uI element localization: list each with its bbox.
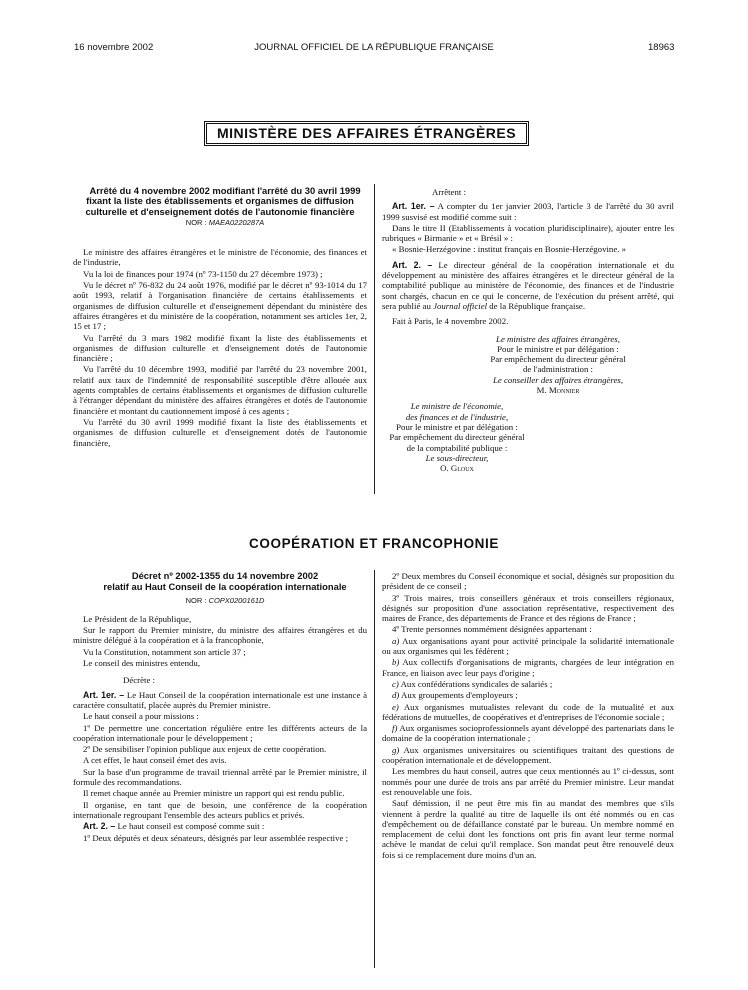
arrete-left-column	[73, 186, 367, 449]
decret-title-line1: Décret nº 2002-1355 du 14 novembre 2002	[131, 570, 319, 581]
decret-intro: Vu la Constitution, notamment son article 37 ;	[83, 646, 246, 657]
decret-article-1-label: Art. 1er. –	[83, 689, 125, 700]
decret-nor	[73, 596, 367, 606]
decret-right-column	[382, 571, 674, 861]
signature-line: Pour le ministre et par délégation :	[396, 421, 518, 432]
composition-item	[382, 679, 674, 689]
item-text: Aux groupements d'employeurs ;	[401, 690, 518, 701]
decret-article-2-paragraph: 1º Deux députés et deux sénateurs, désignés par leur assemblée respective ;	[83, 832, 349, 843]
composition-item	[382, 745, 674, 766]
decret-mission: 1º De permettre une concertation régulière entre les différents acteurs de la coopération internationale pour le développement ;	[73, 722, 367, 743]
arretent-label: Arrêtent :	[432, 187, 466, 197]
composition-paragraph: 4º Trente personnes nommément désignées appartenant :	[392, 624, 592, 635]
arrete-paragraph: Vu l'arrêté du 3 mars 1982 modifié fixant la liste des établissements et organismes de diffusion culturelle et d'enseignement dotés de l'autonomie financière ;	[73, 332, 367, 364]
composition-item	[382, 702, 674, 723]
decret-mission: 2º De sensibiliser l'opinion publique aux enjeux de cette coopération.	[83, 744, 327, 755]
signatory-name: O. Gloux	[440, 463, 474, 474]
decret-left-column	[73, 571, 367, 844]
composition-paragraph: 3º Trois maires, trois conseillers généraux et trois conseillers régionaux, désignés sur proposition d'une association représentative, respectivement des maires de France, des départements de France et des régions de France ;	[382, 592, 674, 624]
signature-block-1	[442, 334, 674, 396]
signature-line: Pour le ministre et par délégation :	[497, 343, 619, 354]
item-text: Aux organisations ayant pour activité principale la solidarité internationale ou aux organismes qui les fédèrent ;	[382, 635, 674, 657]
article-2-end: de la République française.	[489, 300, 586, 311]
header-journal-title: JOURNAL OFFICIEL DE LA RÉPUBLIQUE FRANÇAISE	[254, 42, 494, 53]
signature-line: des finances et de l'industrie,	[405, 411, 509, 422]
nor-label: NOR :	[185, 595, 207, 605]
item-text: Aux collectifs d'organisations de migrants, chargées de leur intégration en France, en liaison avec leur pays d'origine ;	[382, 657, 674, 678]
nor-code: MAEA0220287A	[208, 217, 265, 227]
item-letter: e)	[392, 701, 399, 712]
article-1-label: Art. 1er. –	[392, 201, 435, 212]
item-letter: f)	[392, 723, 398, 734]
composition-item	[382, 636, 674, 657]
decret-mission: A cet effet, le haut conseil émet des avis.	[83, 755, 227, 766]
decrete-label: Décrète :	[123, 675, 155, 686]
decret-mission: Il organise, en tant que de besoin, une conférence de la coopération internationale regroupant l'ensemble des acteurs publics et privés.	[73, 799, 367, 820]
arrete-paragraph: Vu le décret nº 76-832 du 24 août 1976, modifié par le décret nº 93-1014 du 17 août 1993, relatif à l'organisation financière de certains établissements et organismes de diffusion culturelle et d'enseignement dépendant du ministère des affaires étrangères et du ministère de la coopération, notamment ses articles 1er, 2, 15 et 17 ;	[73, 280, 367, 332]
ministry-title-box: MINISTÈRE DES AFFAIRES ÉTRANGÈRES	[204, 121, 529, 146]
header-page-number: 18963	[648, 42, 675, 53]
nor-label: NOR :	[185, 217, 207, 227]
signature-line: Le ministre des affaires étrangères,	[496, 333, 620, 344]
composition-item	[382, 690, 674, 700]
arrete-paragraph: Vu l'arrêté du 30 avril 1999 modifié fixant la liste des établissements et organismes de diffusion culturelle et d'enseignement dotés de l'autonomie financière,	[73, 416, 367, 448]
journal-officiel-ref: Journal officiel	[433, 300, 488, 311]
item-letter: d)	[392, 690, 400, 701]
decret-mission: Il remet chaque année au Premier ministre un rapport qui est rendu public.	[83, 788, 345, 799]
decret-title-line2: relatif au Haut Conseil de la coopération internationale	[103, 581, 347, 593]
item-text: Aux organismes socioprofessionnels ayant développé des partenariats dans le domaine de la coopération internationale ;	[382, 723, 675, 744]
decret-intro: Sur le rapport du Premier ministre, du ministre des affaires étrangères et du ministre délégué à la coopération et à la francophonie,	[73, 625, 367, 646]
article-2-text: Le directeur général de la coopération internationale et du développement au ministère des affaires étrangères et le directeur général de la comptabilité publique au ministère de l'économie, des finances et de l'industrie sont chargés, chacun en ce qui le concerne, de l'exécution du présent arrêté, qui sera publié au	[382, 259, 674, 311]
decret-mission: Le haut conseil a pour missions :	[83, 711, 199, 722]
signature-line: de l'administration :	[523, 364, 593, 375]
members-paragraph: Les membres du haut conseil, autres que ceux mentionnés au 1º ci-dessus, sont nommés pour une durée de trois ans par arrêté du Premier ministre. Leur mandat est renouvelable une fois.	[382, 766, 674, 797]
arrete-nor	[73, 218, 367, 228]
arrete-right-column	[382, 187, 674, 473]
article-1-text: A compter du 1er janvier 2003, l'article 3 de l'arrêté du 30 avril 1999 susvisé est modifié comme suit :	[382, 201, 675, 222]
section-title-cooperation: COOPÉRATION ET FRANCOPHONIE	[249, 536, 499, 551]
signature-line: Par empêchement du directeur général	[389, 432, 525, 443]
item-text: Aux organismes universitaires ou scientifiques traitant des questions de coopération internationale et de développement.	[382, 744, 674, 766]
demission-paragraph: Sauf démission, il ne peut être mis fin au mandat des membres que s'ils viennent à perdre la qualité au titre de laquelle ils ont été nommés ou en cas d'empêchement ou de défaillance constaté par le bureau. Un membre nommé en remplacement de celui dont les fonctions ont pris fin avant leur terme normal achève le mandat de celui qu'il remplace. Son mandat peut être renouvelé deux fois si ce remplacement dure moins d'un an.	[382, 798, 674, 860]
signature-line: Le conseiller des affaires étrangères,	[492, 374, 624, 385]
decret-intro: Le Président de la République,	[83, 613, 192, 624]
item-letter: c)	[392, 678, 399, 689]
composition-item	[382, 723, 674, 744]
signature-line: Le sous-directeur,	[425, 452, 489, 463]
nor-code: COPX0200161D	[208, 595, 265, 605]
decret-mission: Sur la base d'un programme de travail triennal arrêté par le Premier ministre, il formule des recommandations.	[73, 766, 367, 788]
column-divider	[374, 570, 375, 968]
arrete-paragraph: Vu la loi de finances pour 1974 (nº 73-1150 du 27 décembre 1973) ;	[83, 268, 323, 279]
item-letter: a)	[392, 635, 400, 646]
signature-block-2	[382, 401, 532, 473]
arrete-title: Arrêté du 4 novembre 2002 modifiant l'arrêté du 30 avril 1999 fixant la liste des établissements et organismes de diffusion culturelle et d'enseignement dotés de l'autonomie financière	[85, 185, 361, 217]
signature-line: de la comptabilité publique :	[406, 442, 508, 453]
column-divider	[374, 184, 375, 494]
arrete-paragraph: Vu l'arrêté du 10 décembre 1993, modifié par l'arrêté du 23 novembre 2001, relatif aux taux de l'indemnité de responsabilité susceptible d'être allouée aux agents comptables de certains établissements et organismes de diffusion culturelle à l'étranger dépendant du ministère des affaires étrangères et dotés de l'autonomie financière et montant du cautionnement imposé à ces agents ;	[73, 364, 367, 416]
decret-article-2-label: Art. 2. –	[83, 821, 116, 832]
decret-article-2-text: Le haut conseil est composé comme suit :	[117, 821, 265, 832]
composition-paragraph: 2º Deux membres du Conseil économique et social, désignés sur proposition du président de ce conseil ;	[382, 571, 674, 592]
article-1-paragraph: Dans le titre II (Etablissements à vocation pluridisciplinaire), ajouter entre les rubriques « Birmanie » et « Brésil » :	[382, 222, 674, 244]
arrete-paragraph: Le ministre des affaires étrangères et le ministre de l'économie, des finances et de l'industrie,	[73, 247, 367, 268]
signature-line: Par empêchement du directeur général	[490, 354, 626, 365]
decret-article-1-text: Le Haut Conseil de la coopération internationale est une instance à caractère consultatif, placée auprès du Premier ministre.	[73, 689, 367, 710]
composition-item	[382, 657, 674, 678]
article-1-paragraph: « Bosnie-Herzégovine : institut français en Bosnie-Herzégovine. »	[392, 244, 627, 255]
item-text: Aux organismes mutualistes relevant du code de la mutualité et aux fédérations de mutuelles, de coopératives et d'entreprises de l'économie sociale ;	[382, 701, 675, 722]
item-letter: g)	[392, 744, 400, 755]
signature-line: Le ministre de l'économie,	[410, 401, 504, 412]
item-text: Aux confédérations syndicales de salariés ;	[400, 678, 553, 689]
decret-intro: Le conseil des ministres entendu,	[83, 658, 201, 669]
item-letter: b)	[392, 657, 400, 668]
header-date: 16 novembre 2002	[74, 42, 154, 53]
signatory-name: M. Monnier	[536, 385, 580, 396]
fait-a-paris: Fait à Paris, le 4 novembre 2002.	[392, 316, 509, 327]
article-2-label: Art. 2. –	[392, 259, 433, 270]
